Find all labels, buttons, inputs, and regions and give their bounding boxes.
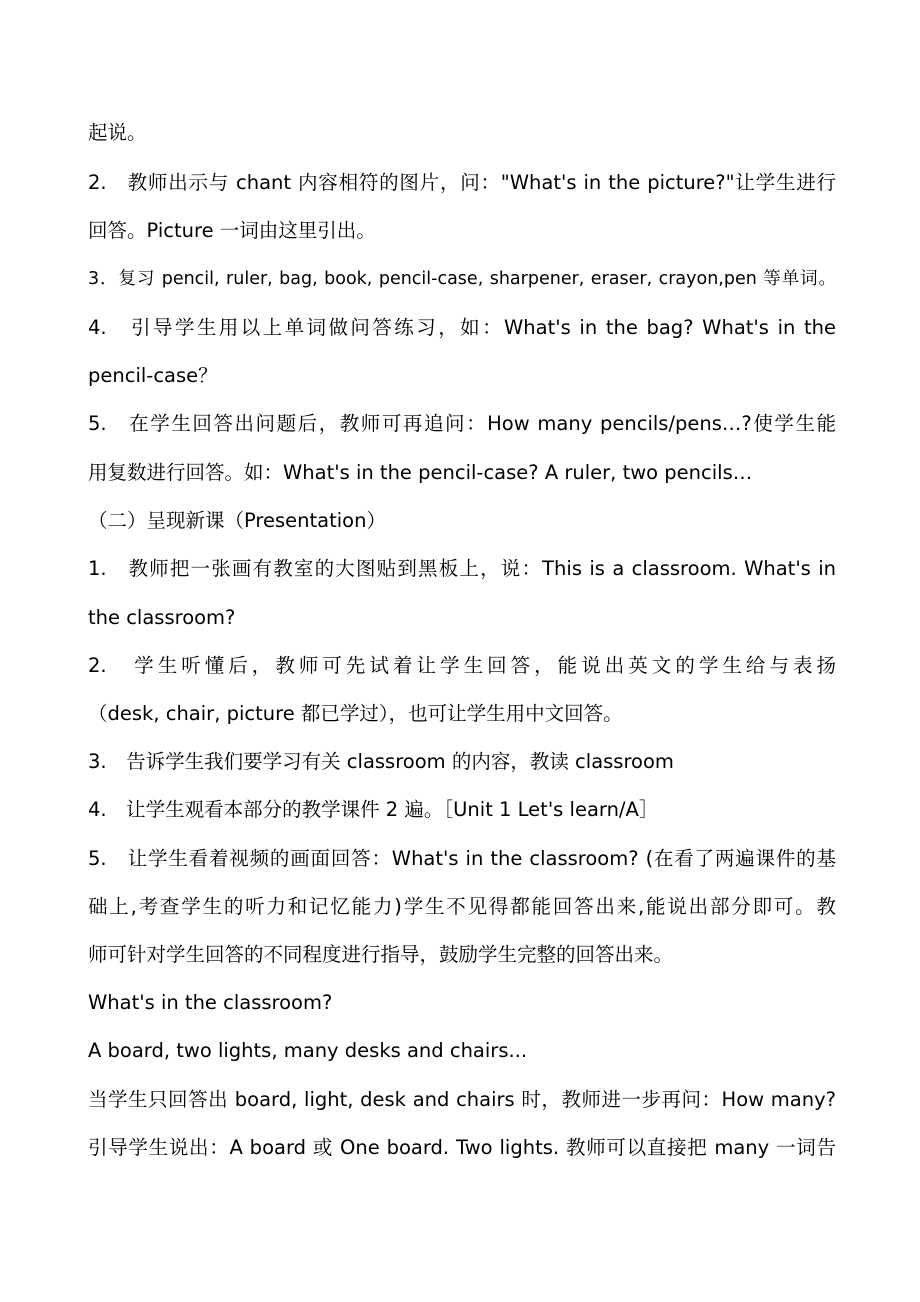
text-line: 3. 告诉学生我们要学习有关 classroom 的内容，教读 classroom bbox=[88, 750, 674, 773]
text-line: pencil-case？ bbox=[88, 364, 218, 387]
text-line: 5. 在学生回答出问题后，教师可再追问：How many pencils/pens…?使学生能 bbox=[88, 412, 836, 435]
text-line: 用复数进行回答。如：What's in the pencil-case? A ruler, two pencils… bbox=[88, 461, 753, 484]
text-line: the classroom? bbox=[88, 606, 236, 629]
text-line: 当学生只回答出 board, light, desk and chairs 时，教师进一步再问：How many? bbox=[88, 1088, 836, 1111]
text-line: 师可针对学生回答的不同程度进行指导，鼓励学生完整的回答出来。 bbox=[88, 943, 674, 966]
text-line: 引导学生说出：A board 或 One board. Two lights. 教师可以直接把 many 一词告 bbox=[88, 1136, 836, 1159]
text-line: 1. 教师把一张画有教室的大图贴到黑板上，说：This is a classroom. What's in bbox=[88, 557, 836, 580]
text-line: 4. 让学生观看本部分的教学课件 2 遍。［Unit 1 Let's learn/A］ bbox=[88, 798, 659, 821]
text-line: 4. 引导学生用以上单词做问答练习，如：What's in the bag? What's in the bbox=[88, 316, 836, 339]
text-line: 5. 让学生看着视频的画面回答：What's in the classroom? (在看了两遍课件的基 bbox=[88, 847, 836, 870]
text-line: 础上,考查学生的听力和记忆能力)学生不见得都能回答出来,能说出部分即可。教 bbox=[88, 895, 836, 918]
text-line: 起说。 bbox=[88, 121, 147, 144]
text-line: （desk, chair, picture 都已学过），也可让学生用中文回答。 bbox=[88, 702, 623, 725]
text-line: 回答。Picture 一词由这里引出。 bbox=[88, 219, 376, 242]
text-line: 3．复习 pencil, ruler, bag, book, pencil-case, sharpener, eraser, crayon,pen 等单词。 bbox=[88, 269, 836, 289]
section-heading: （二）呈现新课（Presentation） bbox=[88, 509, 386, 532]
text-line: What's in the classroom? bbox=[88, 991, 333, 1014]
text-line: A board, two lights, many desks and chairs... bbox=[88, 1039, 528, 1062]
text-line: 2. 教师出示与 chant 内容相符的图片，问："What's in the picture?"让学生进行 bbox=[88, 171, 836, 194]
text-line: 2. 学生听懂后，教师可先试着让学生回答，能说出英文的学生给与表扬 bbox=[88, 654, 836, 677]
